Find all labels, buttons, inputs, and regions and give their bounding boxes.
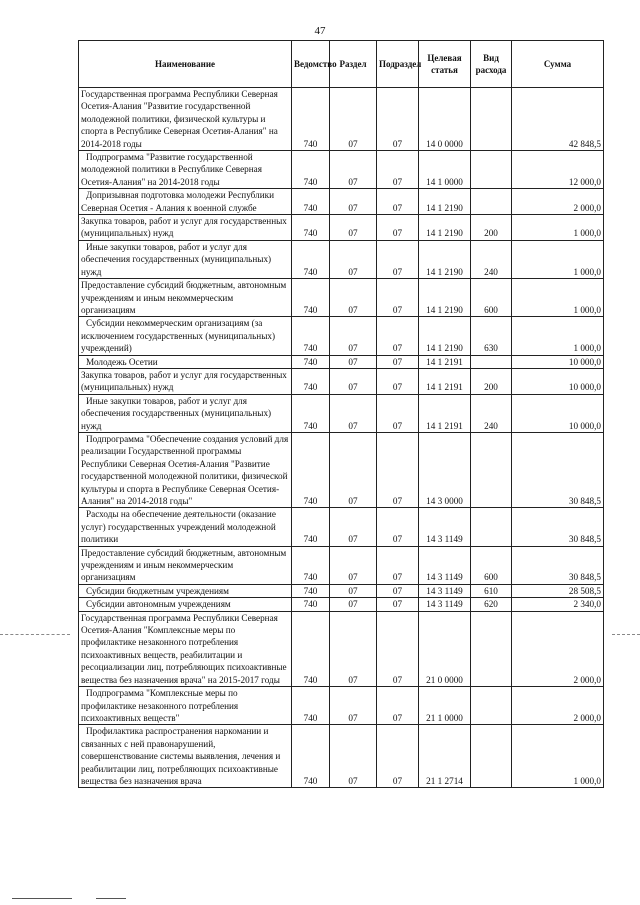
subsection-cell: 07 <box>377 151 419 189</box>
table-row <box>79 279 604 317</box>
name-cell: Расходы на обеспечение деятельности (оказание услуг) государственных учреждений молодежной политики <box>79 508 292 546</box>
footer-line-left <box>12 898 72 899</box>
table-header-row <box>79 41 604 88</box>
table-row <box>79 394 604 432</box>
target-cell: 14 3 0000 <box>419 432 471 507</box>
table-row <box>79 240 604 278</box>
section-cell: 07 <box>330 611 377 686</box>
section-cell: 07 <box>330 394 377 432</box>
exp-type-cell <box>471 508 512 546</box>
subsection-cell: 07 <box>377 215 419 241</box>
name-cell: Субсидии некоммерческим организациям (за исключением государственных (муниципальных) учреждений) <box>79 317 292 355</box>
page-number: 47 <box>314 25 326 37</box>
exp-type-cell: 240 <box>471 240 512 278</box>
name-cell: Государственная программа Республики Северная Осетия-Алания "Комплексные меры по профилактике незаконного потребления психоактивных веществ, реабилитации и ресоциализации лиц, потребляющих психоактивные вещества без назначения врача" на 2015-2017 годы <box>79 611 292 686</box>
section-cell: 07 <box>330 215 377 241</box>
right-margin-line <box>612 634 640 635</box>
name-cell: Подпрограмма "Развитие государственной молодежной политики в Республике Северная Осетия-Алания" на 2014-2018 годы <box>79 151 292 189</box>
dept-cell: 740 <box>292 240 330 278</box>
section-cell: 07 <box>330 725 377 788</box>
exp-type-cell: 200 <box>471 215 512 241</box>
section-cell: 07 <box>330 240 377 278</box>
exp-type-cell <box>471 611 512 686</box>
name-cell: Субсидии бюджетным учреждениям <box>79 584 292 597</box>
subsection-cell: 07 <box>377 598 419 611</box>
section-cell: 07 <box>330 598 377 611</box>
table-row <box>79 432 604 507</box>
dept-cell: 740 <box>292 432 330 507</box>
dept-cell: 740 <box>292 394 330 432</box>
name-cell: Закупка товаров, работ и услуг для государственных (муниципальных) нужд <box>79 215 292 241</box>
table-row <box>79 598 604 611</box>
target-cell: 21 0 0000 <box>419 611 471 686</box>
dept-cell: 740 <box>292 355 330 368</box>
exp-type-cell: 620 <box>471 598 512 611</box>
exp-type-cell <box>471 189 512 215</box>
exp-type-cell <box>471 355 512 368</box>
subsection-cell: 07 <box>377 355 419 368</box>
table-row <box>79 88 604 151</box>
table-row <box>79 215 604 241</box>
section-cell: 07 <box>330 88 377 151</box>
name-cell: Предоставление субсидий бюджетным, автономным учреждениям и иным некоммерческим организациям <box>79 546 292 584</box>
name-cell: Иные закупки товаров, работ и услуг для обеспечения государственных (муниципальных) нужд <box>79 394 292 432</box>
exp-type-cell <box>471 151 512 189</box>
dept-cell: 740 <box>292 317 330 355</box>
sum-cell: 12 000,0 <box>512 151 604 189</box>
name-cell: Закупка товаров, работ и услуг для государственных (муниципальных) нужд <box>79 368 292 394</box>
section-cell: 07 <box>330 189 377 215</box>
sum-cell: 10 000,0 <box>512 394 604 432</box>
footer-line-right <box>96 898 126 899</box>
target-cell: 14 1 2190 <box>419 279 471 317</box>
name-cell: Профилактика распространения наркомании и связанных с ней правонарушений, совершенствование системы выявления, лечения и реабилитации лиц, потребляющих психоактивные вещества без назначения врача <box>79 725 292 788</box>
sum-cell: 2 000,0 <box>512 611 604 686</box>
subsection-cell: 07 <box>377 279 419 317</box>
header-dept: Ведомство <box>292 41 330 88</box>
table-row <box>79 725 604 788</box>
table-row <box>79 687 604 725</box>
sum-cell: 28 508,5 <box>512 584 604 597</box>
left-margin-line <box>0 634 70 635</box>
target-cell: 14 1 2190 <box>419 240 471 278</box>
section-cell: 07 <box>330 432 377 507</box>
subsection-cell: 07 <box>377 368 419 394</box>
section-cell: 07 <box>330 508 377 546</box>
subsection-cell: 07 <box>377 317 419 355</box>
target-cell: 14 1 2191 <box>419 355 471 368</box>
target-cell: 14 3 1149 <box>419 584 471 597</box>
subsection-cell: 07 <box>377 687 419 725</box>
sum-cell: 2 340,0 <box>512 598 604 611</box>
exp-type-cell <box>471 88 512 151</box>
subsection-cell: 07 <box>377 189 419 215</box>
target-cell: 14 1 2190 <box>419 215 471 241</box>
target-cell: 14 1 2190 <box>419 189 471 215</box>
sum-cell: 10 000,0 <box>512 368 604 394</box>
target-cell: 14 3 1149 <box>419 546 471 584</box>
subsection-cell: 07 <box>377 546 419 584</box>
exp-type-cell: 200 <box>471 368 512 394</box>
dept-cell: 740 <box>292 88 330 151</box>
target-cell: 14 1 2191 <box>419 368 471 394</box>
name-cell: Подпрограмма "Комплексные меры по профилактике незаконного потребления психоактивных веществ" <box>79 687 292 725</box>
section-cell: 07 <box>330 687 377 725</box>
exp-type-cell <box>471 687 512 725</box>
target-cell: 14 1 0000 <box>419 151 471 189</box>
table-row <box>79 355 604 368</box>
header-sum: Сумма <box>512 41 604 88</box>
section-cell: 07 <box>330 279 377 317</box>
dept-cell: 740 <box>292 546 330 584</box>
name-cell: Молодежь Осетии <box>79 355 292 368</box>
dept-cell: 740 <box>292 368 330 394</box>
sum-cell: 2 000,0 <box>512 189 604 215</box>
sum-cell: 42 848,5 <box>512 88 604 151</box>
name-cell: Подпрограмма "Обеспечение создания условий для реализации Государственной программы Республики Северная Осетия-Алания "Развитие государственной молодежной политики, физической культуры и спорта в Республике Северная Осетия-Алания" на 2014-2018 годы" <box>79 432 292 507</box>
subsection-cell: 07 <box>377 88 419 151</box>
exp-type-cell: 630 <box>471 317 512 355</box>
subsection-cell: 07 <box>377 508 419 546</box>
target-cell: 21 1 2714 <box>419 725 471 788</box>
name-cell: Допризывная подготовка молодежи Республики Северная Осетия - Алания к военной службе <box>79 189 292 215</box>
header-target: Целевая статья <box>419 41 471 88</box>
subsection-cell: 07 <box>377 611 419 686</box>
exp-type-cell: 610 <box>471 584 512 597</box>
name-cell: Государственная программа Республики Северная Осетия-Алания "Развитие государственной молодежной политики, физической культуры и спорта в Республике Северная Осетия-Алания" на 2014-2018 годы <box>79 88 292 151</box>
section-cell: 07 <box>330 355 377 368</box>
dept-cell: 740 <box>292 508 330 546</box>
section-cell: 07 <box>330 317 377 355</box>
subsection-cell: 07 <box>377 584 419 597</box>
table-row <box>79 151 604 189</box>
table-row <box>79 317 604 355</box>
table-row <box>79 584 604 597</box>
section-cell: 07 <box>330 368 377 394</box>
sum-cell: 30 848,5 <box>512 508 604 546</box>
sum-cell: 30 848,5 <box>512 546 604 584</box>
target-cell: 14 3 1149 <box>419 508 471 546</box>
budget-table <box>78 40 604 788</box>
target-cell: 14 3 1149 <box>419 598 471 611</box>
dept-cell: 740 <box>292 189 330 215</box>
subsection-cell: 07 <box>377 432 419 507</box>
table-row <box>79 189 604 215</box>
table-row <box>79 508 604 546</box>
dept-cell: 740 <box>292 725 330 788</box>
sum-cell: 1 000,0 <box>512 317 604 355</box>
target-cell: 21 1 0000 <box>419 687 471 725</box>
header-section: Раздел <box>330 41 377 88</box>
exp-type-cell: 600 <box>471 279 512 317</box>
table-row <box>79 368 604 394</box>
header-name: Наименование <box>79 41 292 88</box>
sum-cell: 1 000,0 <box>512 215 604 241</box>
name-cell: Иные закупки товаров, работ и услуг для обеспечения государственных (муниципальных) нужд <box>79 240 292 278</box>
dept-cell: 740 <box>292 598 330 611</box>
dept-cell: 740 <box>292 611 330 686</box>
exp-type-cell <box>471 725 512 788</box>
exp-type-cell: 600 <box>471 546 512 584</box>
dept-cell: 740 <box>292 279 330 317</box>
exp-type-cell: 240 <box>471 394 512 432</box>
dept-cell: 740 <box>292 687 330 725</box>
sum-cell: 1 000,0 <box>512 240 604 278</box>
target-cell: 14 1 2190 <box>419 317 471 355</box>
sum-cell: 1 000,0 <box>512 725 604 788</box>
target-cell: 14 1 2191 <box>419 394 471 432</box>
section-cell: 07 <box>330 584 377 597</box>
dept-cell: 740 <box>292 584 330 597</box>
dept-cell: 740 <box>292 215 330 241</box>
sum-cell: 2 000,0 <box>512 687 604 725</box>
sum-cell: 1 000,0 <box>512 279 604 317</box>
section-cell: 07 <box>330 546 377 584</box>
sum-cell: 30 848,5 <box>512 432 604 507</box>
table-row <box>79 611 604 686</box>
name-cell: Предоставление субсидий бюджетным, автономным учреждениям и иным некоммерческим организациям <box>79 279 292 317</box>
target-cell: 14 0 0000 <box>419 88 471 151</box>
name-cell: Субсидии автономным учреждениям <box>79 598 292 611</box>
header-exp-type: Вид расхода <box>471 41 512 88</box>
subsection-cell: 07 <box>377 240 419 278</box>
sum-cell: 10 000,0 <box>512 355 604 368</box>
header-subsection: Подраздел <box>377 41 419 88</box>
subsection-cell: 07 <box>377 725 419 788</box>
exp-type-cell <box>471 432 512 507</box>
section-cell: 07 <box>330 151 377 189</box>
subsection-cell: 07 <box>377 394 419 432</box>
dept-cell: 740 <box>292 151 330 189</box>
table-row <box>79 546 604 584</box>
